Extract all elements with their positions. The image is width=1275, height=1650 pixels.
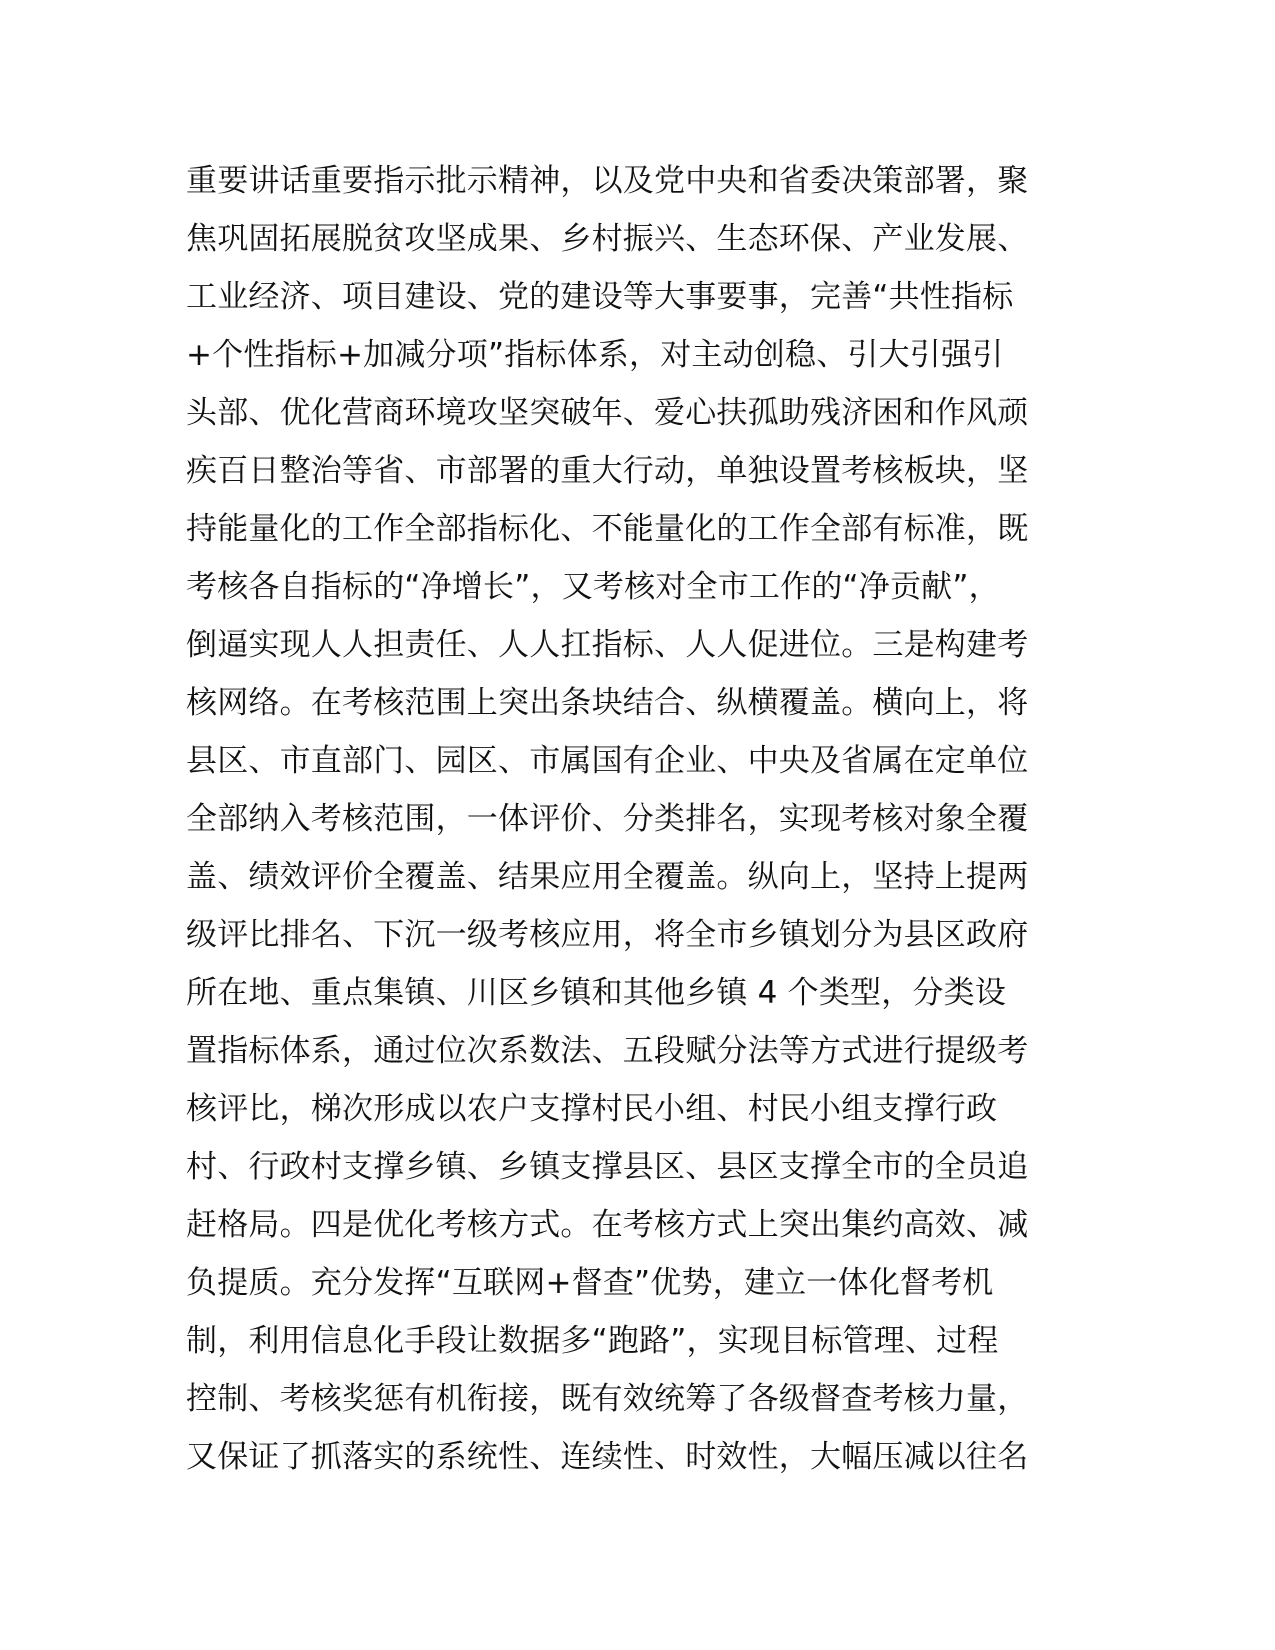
text-line: 考核各自指标的“净增长”，又考核对全市工作的“净贡献”， bbox=[186, 569, 1000, 605]
text-line: 所在地、重点集镇、川区乡镇和其他乡镇 4 个类型，分类设 bbox=[186, 975, 1007, 1011]
text-line: 倒逼实现人人担责任、人人扛指标、人人促进位。三是构建考 bbox=[186, 627, 1029, 663]
text-line: 级评比排名、下沉一级考核应用，将全市乡镇划分为县区政府 bbox=[186, 917, 1029, 953]
text-line: 全部纳入考核范围，一体评价、分类排名，实现考核对象全覆 bbox=[186, 801, 1029, 837]
text-line: 工业经济、项目建设、党的建设等大事要事，完善“共性指标 bbox=[186, 279, 1014, 315]
text-line: +个性指标+加减分项”指标体系，对主动创稳、引大引强引 bbox=[186, 337, 1004, 373]
text-line: 制，利用信息化手段让数据多“跑路”，实现目标管理、过程 bbox=[186, 1323, 999, 1359]
text-line: 控制、考核奖惩有机衔接，既有效统筹了各级督查考核力量， bbox=[186, 1381, 1029, 1417]
text-line: 持能量化的工作全部指标化、不能量化的工作全部有标准，既 bbox=[186, 511, 1029, 547]
text-line: 赶格局。四是优化考核方式。在考核方式上突出集约高效、减 bbox=[186, 1207, 1029, 1243]
body-paragraph bbox=[186, 152, 1086, 1486]
text-line: 核评比，梯次形成以农户支撑村民小组、村民小组支撑行政 bbox=[186, 1091, 998, 1127]
text-line: 核网络。在考核范围上突出条块结合、纵横覆盖。横向上，将 bbox=[186, 685, 1029, 721]
text-line: 疾百日整治等省、市部署的重大行动，单独设置考核板块，坚 bbox=[186, 453, 1029, 489]
text-line: 村、行政村支撑乡镇、乡镇支撑县区、县区支撑全市的全员追 bbox=[186, 1149, 1029, 1185]
text-line: 又保证了抓落实的系统性、连续性、时效性，大幅压减以往名 bbox=[186, 1439, 1029, 1475]
text-line: 县区、市直部门、园区、市属国有企业、中央及省属在定单位 bbox=[186, 743, 1029, 779]
text-line: 重要讲话重要指示批示精神，以及党中央和省委决策部署，聚 bbox=[186, 163, 1029, 199]
text-line: 头部、优化营商环境攻坚突破年、爱心扶孤助残济困和作风顽 bbox=[186, 395, 1029, 431]
text-line: 盖、绩效评价全覆盖、结果应用全覆盖。纵向上，坚持上提两 bbox=[186, 859, 1029, 895]
text-line: 负提质。充分发挥“互联网+督查”优势，建立一体化督考机 bbox=[186, 1265, 994, 1301]
text-line: 焦巩固拓展脱贫攻坚成果、乡村振兴、生态环保、产业发展、 bbox=[186, 221, 1029, 257]
text-line: 置指标体系，通过位次系数法、五段赋分法等方式进行提级考 bbox=[186, 1033, 1029, 1069]
